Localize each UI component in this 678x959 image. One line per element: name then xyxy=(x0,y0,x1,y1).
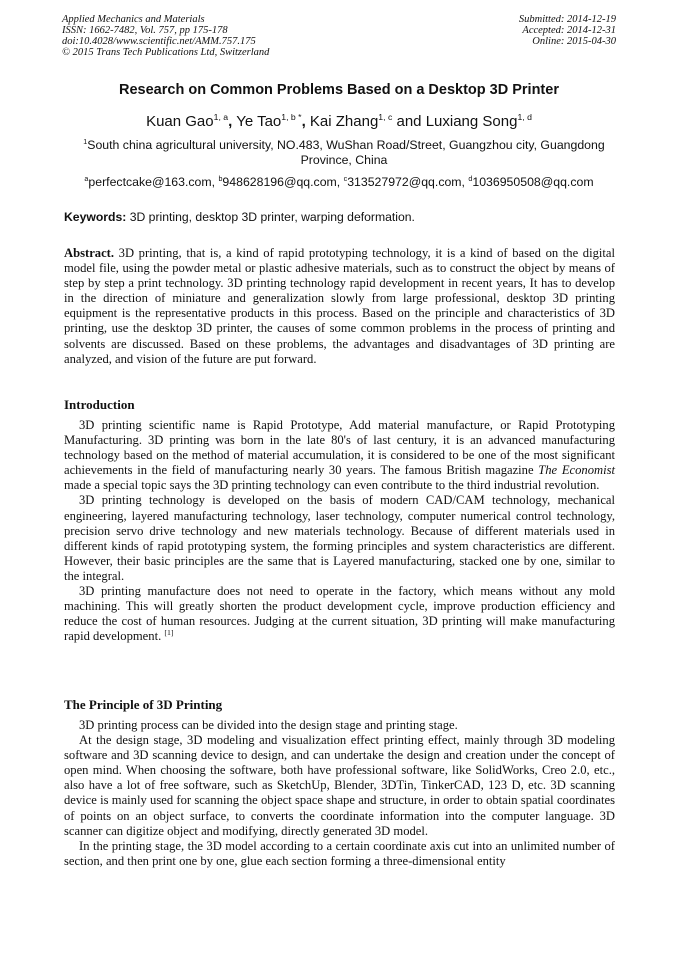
keywords-text: 3D printing, desktop 3D printer, warping deformation. xyxy=(129,210,415,224)
author-name: Kai Zhang xyxy=(309,113,379,130)
author-list: Kuan Gao$^{1, a}$, Ye Tao$^{1, b *}$, Kai Zhang$^{1, c}$ and Luxiang Song$^{1, d}$ xyxy=(146,112,532,130)
email-link[interactable]: 948628196@qq.com, xyxy=(222,175,341,189)
section-heading-principle: The Principle of 3D Printing xyxy=(64,697,223,712)
section-heading-introduction: Introduction xyxy=(64,397,135,412)
section-introduction xyxy=(64,418,615,644)
keywords-label: Keywords: xyxy=(64,210,127,224)
paragraph: At the design stage, 3D modeling and visualization effect printing effect, mainly through 3D modeling software and 3D scanning device to design, and can undertake the design and creation under the concept of open mind. When choosing the software, both have professional software, like SolidWorks, Creo 2.0, etc., also have a lot of free software, such as SketchUp, Blender, 3DTin, TinkerCAD, 123 D, etc. 3D scanning device is mainly used for scanning the object space shape and structure, in order to obtain spatial coordinates of points on an object surface, to converts the coordinate information into the computer language. 3D scanner can digitize object and modifying, directly generated 3D model. xyxy=(64,733,615,838)
email-sup: b xyxy=(218,174,223,183)
online-date: Online: 2015-04-30 xyxy=(532,36,616,47)
paragraph-text: made a special topic says the 3D printing technology can even contribute to the third industrial revolution. xyxy=(64,478,600,493)
email-sup: c xyxy=(343,174,348,183)
affiliation xyxy=(70,138,618,168)
email-link[interactable]: 1036950508@qq.com xyxy=(472,175,594,189)
affiliation-text: South china agricultural university, NO.483, WuShan Road/Street, Guangzhou city, Guangdong Province, China xyxy=(87,138,605,167)
journal-info xyxy=(62,14,269,58)
paragraph-text: 3D printing manufacture does not need to operate in the factory, which means without any mold machining. This will greatly shorten the product development cycle, improve production efficiency and reduce the cost of human resources. Judging at the current situation, 3D printing will make manufacturing rapid development. xyxy=(64,584,615,644)
magazine-title: The Economist xyxy=(538,463,615,478)
author-sup: 1, a xyxy=(213,112,229,122)
paragraph: 3D printing process can be divided into the design stage and printing stage. xyxy=(79,718,458,732)
paragraph xyxy=(64,418,615,493)
abstract xyxy=(64,246,615,367)
abstract-text: 3D printing, that is, a kind of rapid prototyping technology, it is a kind of based on the digital model file, using the powder metal or plastic adhesive materials, such as to construct the object by means of step by step a print technology. 3D printing technology rapid development in recent years, It has to develop in the direction of miniature and generalization slowly from large professional, desktop 3D printing equipment is the representative products in this process. Based on the principle and characteristics of 3D printing, use the desktop 3D printer, the causes of some common problems in the process of printing and solvents are discussed. Based on these problems, the advantages and disadvantages of 3D printing are analyzed, and vision of the future are put forward. xyxy=(64,246,615,366)
paragraph-text: 3D printing scientific name is Rapid Prototype, Add material manufacture, or Rapid Prototyping Manufacturing. 3D printing was born in the late 80's of last century, it is an advanced manufacturing technology based on the method of material accumulation, it is considered to be one of the most significant achievements in the field of manufacturing nearly 30 years. The famous British magazine xyxy=(64,418,615,478)
journal-copyright: © 2015 Trans Tech Publications Ltd, Switzerland xyxy=(62,47,270,58)
keywords xyxy=(64,210,616,224)
paragraph: 3D printing technology is developed on the basis of modern CAD/CAM technology, mechanical engineering, layered manufacturing technology, laser technology, computer numerical control technology, precision servo drive technology and new materials technology. Because of different materials used in different kinds of rapid prototyping system, the forming principles and system characteristics are different. However, their basic principles are the same that is Layered manufacturing, stacked one by one, similar to the integral. xyxy=(64,493,615,583)
email-sup: a xyxy=(84,174,89,183)
author-and: and xyxy=(396,113,422,130)
section-principle xyxy=(64,718,615,869)
email-sup: d xyxy=(468,174,473,183)
journal-issn: ISSN: 1662-7482, Vol. 757, pp 175-178 xyxy=(62,25,228,36)
email-link[interactable]: perfectcake@163.com, xyxy=(88,175,216,189)
submitted-date: Submitted: 2014-12-19 xyxy=(518,14,616,25)
journal-doi: doi:10.4028/www.scientific.net/AMM.757.175 xyxy=(62,36,256,47)
submission-dates xyxy=(519,14,616,47)
author-name: Ye Tao xyxy=(236,113,282,130)
author-name: Luxiang Song xyxy=(425,113,518,130)
paragraph xyxy=(64,584,615,644)
affiliation-sup: 1 xyxy=(83,137,88,146)
abstract-label: Abstract. xyxy=(64,246,115,260)
author-sup: 1, c xyxy=(378,112,393,122)
author-sup: 1, b * xyxy=(281,112,302,122)
email-link[interactable]: 313527972@qq.com, xyxy=(347,175,465,189)
author-sup: 1, d xyxy=(517,112,532,122)
accepted-date: Accepted: 2014-12-31 xyxy=(522,25,616,36)
email-list xyxy=(0,175,678,189)
paper-title: Research on Common Problems Based on a Desktop 3D Printer xyxy=(119,82,559,98)
paragraph: In the printing stage, the 3D model according to a certain coordinate axis cut into an unlimited number of section, and then print one by one, glue each section forming a three-dimensional entity xyxy=(64,838,615,868)
citation-ref[interactable]: [1] xyxy=(164,628,174,638)
journal-name: Applied Mechanics and Materials xyxy=(62,14,205,25)
author-name: Kuan Gao xyxy=(146,113,214,130)
